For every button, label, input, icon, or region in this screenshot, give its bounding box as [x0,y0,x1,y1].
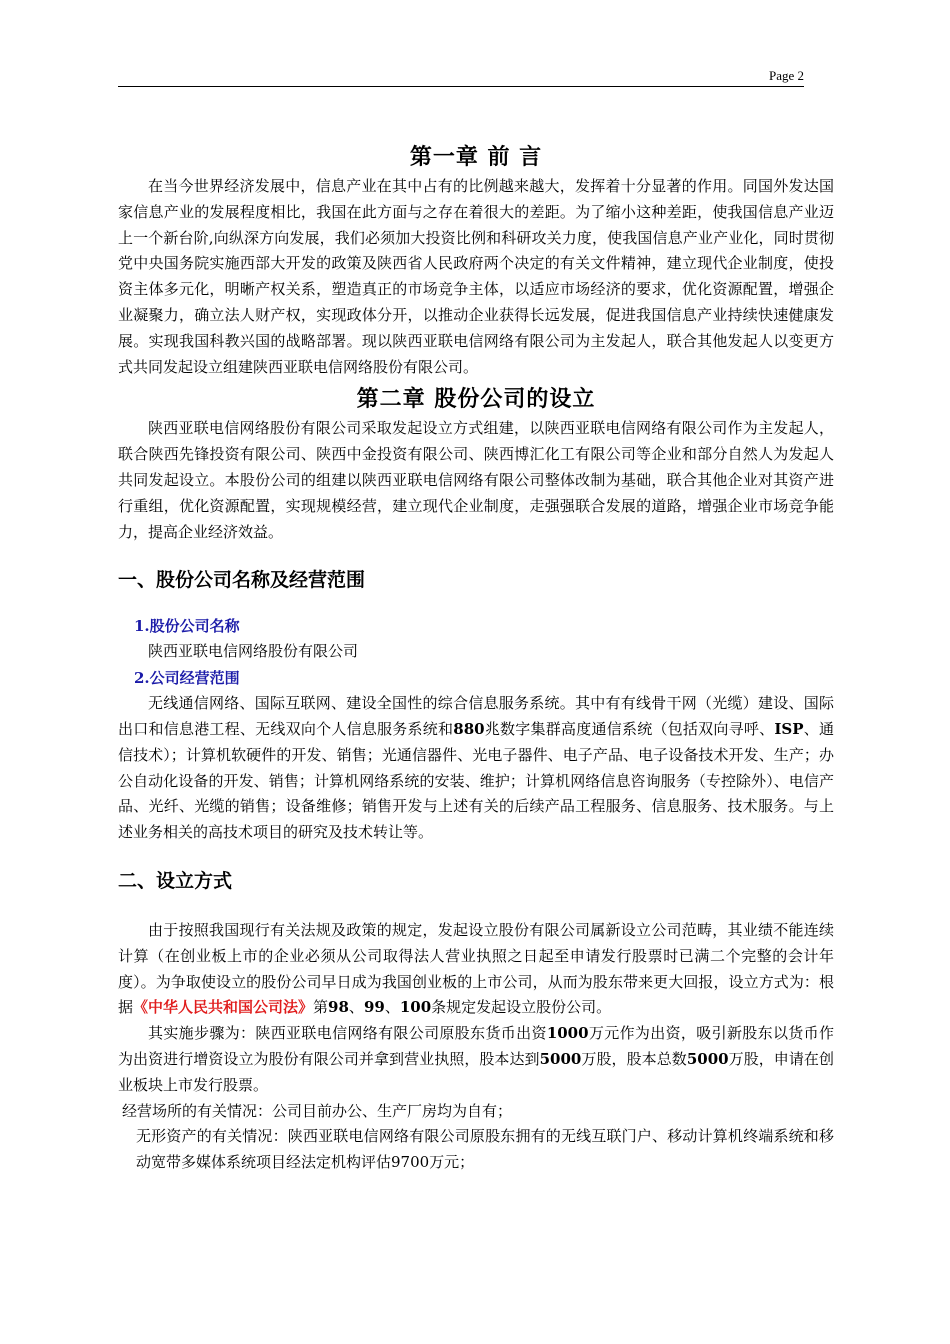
business-scope-paragraph: 无线通信网络、国际互联网、建设全国性的综合信息服务系统。其中有有线骨干网（光缆）建设、国际出口和信息港工程、无线双向个人信息服务系统和880兆数字集群高度通信系统（包括双向寻呼、ISP、通信技术）；计算机软硬件的开发、销售；光通信器件、光电子器件、电子产品、电子设备技术开发、生产；办公自动化设备的开发、销售；计算机网络系统的安装、维护；计算机网络信息咨询服务（专控除外）、电信产品、光纤、光缆的销售；设备维修；销售开发与上述有关的后续产品工程服务、信息服务、技术服务。与上述业务相关的高技术项目的研究及技术转让等。 [118,694,834,842]
company-law-reference: 《中华人民共和国公司法》 [133,998,314,1017]
chapter-2-title: 第二章 股份公司的设立 [356,386,596,413]
company-name-text: 陕西亚联电信网络股份有限公司 [148,642,359,661]
chapter-2-paragraph: 陕西亚联电信网络股份有限公司采取发起设立方式组建，以陕西亚联电信网络有限公司作为主发起人，联合陕西先锋投资有限公司、陕西中金投资有限公司、陕西博汇化工有限公司等企业和部分自然人为发起人共同发起设立。本股份公司的组建以陕西亚联电信网络有限公司整体改制为基础，联合其他企业对其资产进行重组，优化资源配置，实现规模经营，建立现代企业制度，走强强联合发展的道路，增强企业市场竞争能力，提高企业经济效益。 [118,419,834,541]
section-1-title: 一、股份公司名称及经营范围 [118,569,366,592]
page-number: Page 2 [768,68,804,83]
page-header [118,64,804,87]
document-body [118,140,834,1176]
subheading-business-scope: 2.公司经营范围 [134,669,240,688]
premises-paragraph: 经营场所的有关情况：公司目前办公、生产厂房均为自有； [122,1101,513,1120]
section-2-title: 二、设立方式 [118,869,233,892]
chapter-1-paragraph: 在当今世界经济发展中，信息产业在其中占有的比例越来越大，发挥着十分显著的作用。同国外发达国家信息产业的发展程度相比，我国在此方面与之存在着很大的差距。为了缩小这种差距，使我国信息产业迈上一个新台阶,向纵深方向发展，我们必须加大投资比例和科研攻关力度，使我国信息产业产业化，同时贯彻党中央国务院实施西部大开发的政策及陕西省人民政府两个决定的有关文件精神，建立现代企业制度，使投资主体多元化，明晰产权关系，塑造真正的市场竞争主体，以适应市场经济的要求，优化资源配置，增强企业凝聚力，确立法人财产权，实现政体分开，以推动企业获得长远发展，促进我国信息产业持续快速健康发展。实现我国科教兴国的战略部署。现以陕西亚联电信网络有限公司为主发起人，联合其他发起人以变更方式共同发起设立组建陕西亚联电信网络股份有限公司。 [118,177,834,376]
establishment-paragraph: 由于按照我国现行有关法规及政策的规定，发起设立股份有限公司属新设立公司范畴，其业绩不能连续计算（在创业板上市的企业必须从公司取得法人营业执照之日起至申请发行股票时已满二个完整的会计年度）。为争取使设立的股份公司早日成为我国创业板的上市公司，从而为股东带来更大回报，设立方式为：根据《中华人民共和国公司法》第98、99、100条规定发起设立股份公司。 [118,920,834,1017]
chapter-1-title: 第一章 前 言 [409,144,543,170]
subheading-company-name: 1.股份公司名称 [134,617,240,636]
intangible-assets-paragraph: 无形资产的有关情况：陕西亚联电信网络有限公司原股东拥有的无线互联门户、移动计算机终端系统和移动宽带多媒体系统项目经法定机构评估9700万元； [136,1127,834,1172]
implementation-paragraph: 其实施步骤为：陕西亚联电信网络有限公司原股东货币出资1000万元作为出资，吸引新股东以货币作为出资进行增资设立为股份有限公司并拿到营业执照，股本达到5000万股，股本总数5000万股，申请在创业板块上市发行股票。 [118,1024,834,1094]
